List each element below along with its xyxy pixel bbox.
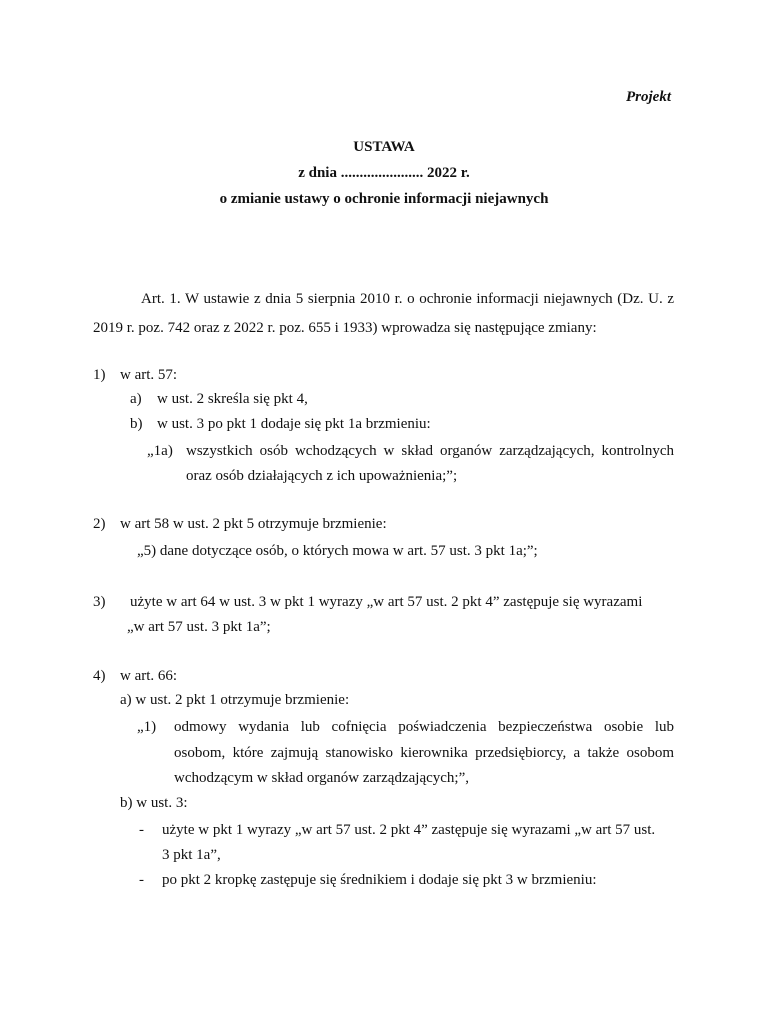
item-2-number: 2) (93, 516, 106, 532)
item-4-quote-line-2: osobom, które zajmują stanowisko kierownika przedsiębiorcy, a także osobom (174, 745, 674, 761)
item-1-sub-a-label: a) (130, 391, 142, 407)
item-1-text: w art. 57: (120, 367, 178, 383)
item-4-quote-line-1: odmowy wydania lub cofnięcia poświadczenia bezpieczeństwa osobie lub (174, 719, 674, 735)
item-4-quote-label: „1) (137, 719, 157, 735)
act-subject: o zmianie ustawy o ochronie informacji niejawnych (219, 191, 549, 207)
item-4-bullet-1-dash: - (139, 822, 144, 838)
act-date: z dnia ...................... 2022 r. (298, 165, 470, 181)
item-1-quote-line-1: wszystkich osób wchodzących w skład organów zarządzających, kontrolnych (186, 443, 674, 459)
item-1-number: 1) (93, 367, 106, 383)
item-4-bullet-1-line-1: użyte w pkt 1 wyrazy „w art 57 ust. 2 pkt 4” zastępuje się wyrazami „w art 57 ust. (162, 822, 656, 838)
item-3-text-continued: „w art 57 ust. 3 pkt 1a”; (127, 619, 271, 635)
item-1-quote-line-2: oraz osób działających z ich upoważnienia;”; (186, 468, 458, 484)
item-4-bullet-2: po pkt 2 kropkę zastępuje się średnikiem i dodaje się pkt 3 w brzmieniu: (162, 872, 597, 888)
item-4-bullet-2-dash: - (139, 872, 144, 888)
item-2-quote: „5) dane dotyczące osób, o których mowa w art. 57 ust. 3 pkt 1a;”; (137, 543, 538, 559)
item-1-sub-b-label: b) (130, 416, 143, 432)
article-1-intro-line-1: Art. 1. W ustawie z dnia 5 sierpnia 2010 r. o ochronie informacji niejawnych (Dz. U. z (141, 291, 674, 307)
item-1-sub-a-text: w ust. 2 skreśla się pkt 4, (157, 391, 308, 407)
article-1-intro-line-2: 2019 r. poz. 742 oraz z 2022 r. poz. 655 i 1933) wprowadza się następujące zmiany: (93, 320, 597, 336)
item-2-text: w art 58 w ust. 2 pkt 5 otrzymuje brzmienie: (120, 516, 387, 532)
draft-label: Projekt (626, 89, 671, 105)
item-4-bullet-1-line-2: 3 pkt 1a”, (162, 847, 221, 863)
item-1-sub-b-text: w ust. 3 po pkt 1 dodaje się pkt 1a brzmieniu: (157, 416, 431, 432)
item-3-number: 3) (93, 594, 106, 610)
item-4-text: w art. 66: (120, 668, 178, 684)
item-4-sub-b: b) w ust. 3: (120, 795, 188, 811)
item-4-number: 4) (93, 668, 106, 684)
item-4-quote-line-3: wchodzącym w skład organów zarządzających;”, (174, 770, 469, 786)
item-1-quote-label: „1a) (147, 443, 173, 459)
item-4-sub-a: a) w ust. 2 pkt 1 otrzymuje brzmienie: (120, 692, 350, 708)
item-3-text: użyte w art 64 w ust. 3 w pkt 1 wyrazy „w art 57 ust. 2 pkt 4” zastępuje się wyrazami (130, 594, 643, 610)
act-title: USTAWA (353, 139, 415, 155)
